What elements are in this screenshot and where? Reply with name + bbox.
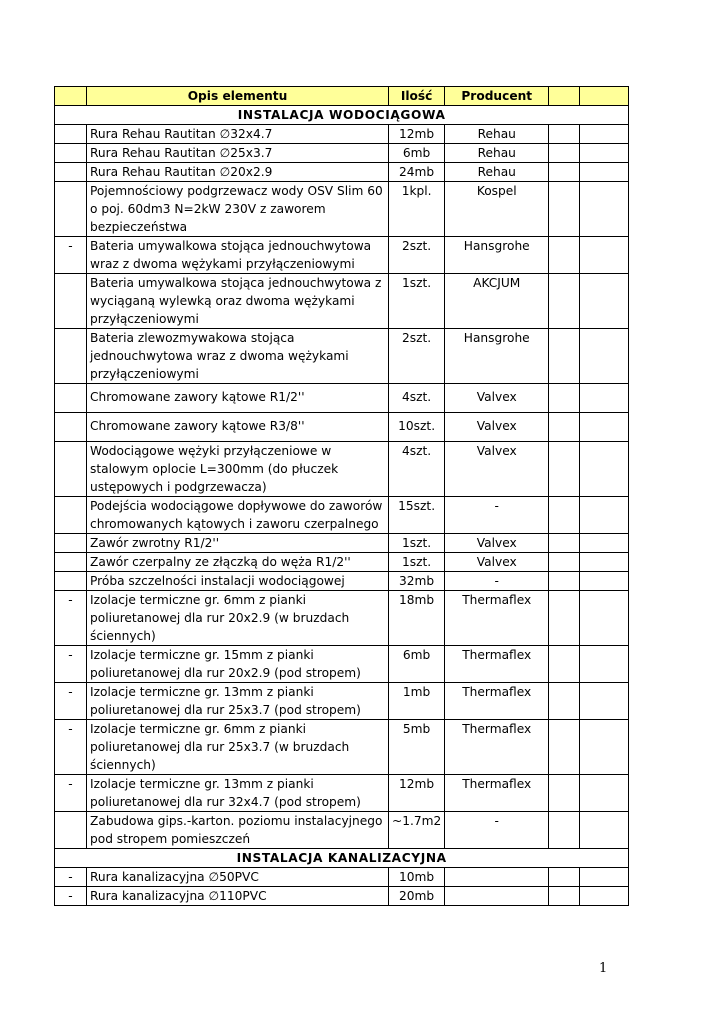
table-row [55,572,629,591]
row-extra-2 [580,182,629,237]
row-producer: Valvex [445,413,549,442]
row-extra-1 [549,125,580,144]
row-quantity: 1szt. [389,274,445,329]
row-quantity: ~1.7m2 [389,812,445,849]
row-quantity: 4szt. [389,384,445,413]
row-description: Zabudowa gips.-karton. poziomu instalacyjnego pod stropem pomieszczeń [87,812,389,849]
row-producer: Kospel [445,182,549,237]
row-description: Rura kanalizacyjna ∅50PVC [87,868,389,887]
header-extra-2 [580,87,629,106]
header-producer: Producent [445,87,549,106]
section-title: INSTALACJA WODOCIĄGOWA [55,106,629,125]
row-quantity: 1szt. [389,553,445,572]
table-row [55,274,629,329]
row-extra-2 [580,534,629,553]
row-quantity: 18mb [389,591,445,646]
row-extra-2 [580,775,629,812]
header-desc: Opis elementu [87,87,389,106]
row-quantity: 1szt. [389,534,445,553]
row-extra-2 [580,720,629,775]
table-row [55,237,629,274]
row-mark [55,553,87,572]
row-extra-2 [580,497,629,534]
row-extra-1 [549,553,580,572]
row-mark [55,125,87,144]
header-row [55,87,629,106]
row-mark [55,413,87,442]
row-extra-1 [549,274,580,329]
row-extra-1 [549,442,580,497]
row-extra-1 [549,572,580,591]
row-mark: - [55,591,87,646]
row-producer: Rehau [445,125,549,144]
row-description: Rura Rehau Rautitan ∅32x4.7 [87,125,389,144]
row-quantity: 32mb [389,572,445,591]
row-quantity: 2szt. [389,329,445,384]
table-row [55,163,629,182]
row-extra-2 [580,442,629,497]
row-producer: Valvex [445,384,549,413]
row-extra-2 [580,553,629,572]
row-extra-2 [580,683,629,720]
row-extra-1 [549,887,580,906]
row-producer: - [445,812,549,849]
row-producer: Rehau [445,144,549,163]
row-mark [55,534,87,553]
row-extra-2 [580,125,629,144]
row-mark: - [55,868,87,887]
row-extra-1 [549,775,580,812]
row-mark [55,182,87,237]
table-row [55,125,629,144]
row-mark [55,497,87,534]
table-row [55,720,629,775]
table-row [55,413,629,442]
row-extra-1 [549,683,580,720]
row-producer: Thermaflex [445,720,549,775]
row-extra-1 [549,144,580,163]
row-extra-1 [549,591,580,646]
row-description: Izolacje termiczne gr. 6mm z pianki poliuretanowej dla rur 25x3.7 (w bruzdach ściennych) [87,720,389,775]
row-extra-1 [549,720,580,775]
row-description: Wodociągowe wężyki przyłączeniowe w stalowym oplocie L=300mm (do płuczek ustępowych i podgrzewacza) [87,442,389,497]
row-extra-1 [549,812,580,849]
table-row [55,775,629,812]
row-mark [55,442,87,497]
row-extra-1 [549,534,580,553]
row-description: Izolacje termiczne gr. 13mm z pianki poliuretanowej dla rur 32x4.7 (pod stropem) [87,775,389,812]
row-quantity: 6mb [389,144,445,163]
row-description: Chromowane zawory kątowe R1/2'' [87,384,389,413]
spec-table-body [55,87,629,906]
row-mark [55,163,87,182]
row-description: Pojemnościowy podgrzewacz wody OSV Slim 60 o poj. 60dm3 N=2kW 230V z zaworem bezpieczeństwa [87,182,389,237]
row-description: Podejścia wodociągowe dopływowe do zaworów chromowanych kątowych i zaworu czerpalnego [87,497,389,534]
row-producer [445,887,549,906]
row-quantity: 1mb [389,683,445,720]
row-extra-2 [580,329,629,384]
row-description: Chromowane zawory kątowe R3/8'' [87,413,389,442]
table-row [55,683,629,720]
table-row [55,553,629,572]
section-row [55,849,629,868]
row-producer: Rehau [445,163,549,182]
row-extra-1 [549,329,580,384]
table-row [55,812,629,849]
row-description: Rura Rehau Rautitan ∅25x3.7 [87,144,389,163]
row-producer: Valvex [445,553,549,572]
row-description: Próba szczelności instalacji wodociągowej [87,572,389,591]
row-extra-1 [549,868,580,887]
row-extra-1 [549,413,580,442]
table-row [55,497,629,534]
row-quantity: 2szt. [389,237,445,274]
row-producer: Thermaflex [445,646,549,683]
table-row [55,144,629,163]
row-producer: - [445,497,549,534]
row-extra-2 [580,572,629,591]
row-extra-2 [580,887,629,906]
row-extra-2 [580,591,629,646]
row-quantity: 10szt. [389,413,445,442]
row-description: Bateria umywalkowa stojąca jednouchwytowa z wyciąganą wylewką oraz dwoma wężykami przyłączeniowymi [87,274,389,329]
row-extra-2 [580,384,629,413]
row-description: Izolacje termiczne gr. 13mm z pianki poliuretanowej dla rur 25x3.7 (pod stropem) [87,683,389,720]
row-description: Izolacje termiczne gr. 15mm z pianki poliuretanowej dla rur 20x2.9 (pod stropem) [87,646,389,683]
row-mark: - [55,683,87,720]
row-quantity: 6mb [389,646,445,683]
row-extra-1 [549,237,580,274]
row-mark: - [55,646,87,683]
row-extra-1 [549,182,580,237]
row-extra-2 [580,413,629,442]
row-extra-2 [580,868,629,887]
row-quantity: 15szt. [389,497,445,534]
row-extra-1 [549,163,580,182]
row-description: Rura kanalizacyjna ∅110PVC [87,887,389,906]
header-qty: Ilość [389,87,445,106]
row-mark: - [55,237,87,274]
row-producer: Thermaflex [445,683,549,720]
row-description: Zawór czerpalny ze złączką do węża R1/2'' [87,553,389,572]
row-mark [55,274,87,329]
table-row [55,534,629,553]
row-description: Rura Rehau Rautitan ∅20x2.9 [87,163,389,182]
row-mark: - [55,720,87,775]
row-producer: Hansgrohe [445,237,549,274]
spec-table [54,86,629,906]
row-extra-2 [580,646,629,683]
table-row [55,646,629,683]
table-row [55,442,629,497]
row-mark [55,384,87,413]
row-producer: Valvex [445,442,549,497]
header-extra-1 [549,87,580,106]
page-number: 1 [599,961,608,976]
row-quantity: 10mb [389,868,445,887]
row-description: Izolacje termiczne gr. 6mm z pianki poliuretanowej dla rur 20x2.9 (w bruzdach ściennych) [87,591,389,646]
row-producer: Thermaflex [445,591,549,646]
table-row [55,591,629,646]
row-description: Zawór zwrotny R1/2'' [87,534,389,553]
row-producer: Hansgrohe [445,329,549,384]
row-extra-2 [580,812,629,849]
row-extra-1 [549,646,580,683]
row-mark [55,329,87,384]
row-producer: AKCJUM [445,274,549,329]
header-mark-cell [55,87,87,106]
row-mark: - [55,887,87,906]
row-mark [55,572,87,591]
row-producer: Thermaflex [445,775,549,812]
row-producer: - [445,572,549,591]
row-quantity: 24mb [389,163,445,182]
table-row [55,384,629,413]
row-quantity: 5mb [389,720,445,775]
row-description: Bateria umywalkowa stojąca jednouchwytowa wraz z dwoma wężykami przyłączeniowymi [87,237,389,274]
table-row [55,887,629,906]
row-extra-2 [580,163,629,182]
row-quantity: 20mb [389,887,445,906]
row-producer: Valvex [445,534,549,553]
row-quantity: 12mb [389,775,445,812]
row-mark [55,812,87,849]
row-description: Bateria zlewozmywakowa stojąca jednouchwytowa wraz z dwoma wężykami przyłączeniowymi [87,329,389,384]
row-extra-2 [580,237,629,274]
row-extra-2 [580,274,629,329]
section-title: INSTALACJA KANALIZACYJNA [55,849,629,868]
row-quantity: 1kpl. [389,182,445,237]
row-producer [445,868,549,887]
section-row [55,106,629,125]
table-row [55,329,629,384]
row-extra-1 [549,384,580,413]
table-row [55,182,629,237]
row-mark [55,144,87,163]
row-mark: - [55,775,87,812]
row-quantity: 12mb [389,125,445,144]
row-extra-1 [549,497,580,534]
row-extra-2 [580,144,629,163]
table-row [55,868,629,887]
row-quantity: 4szt. [389,442,445,497]
